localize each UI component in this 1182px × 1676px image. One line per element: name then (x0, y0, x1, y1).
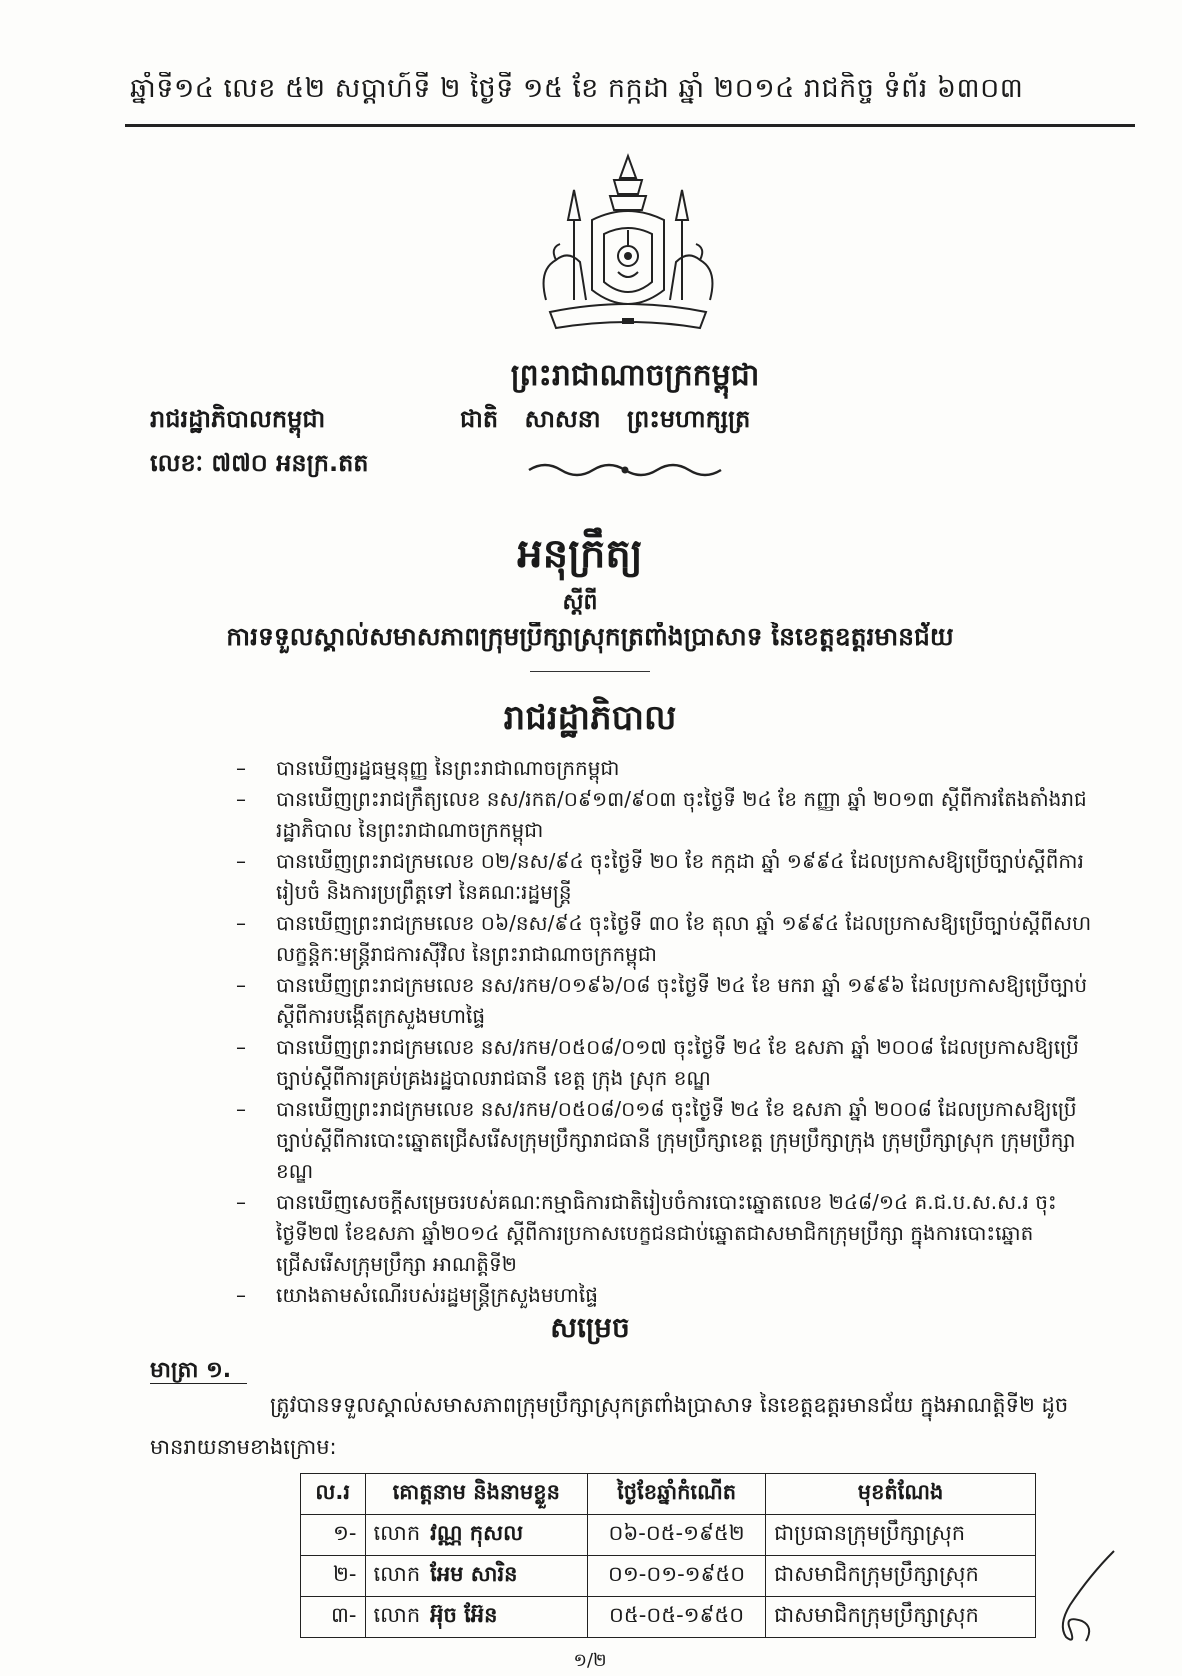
decision-heading: សម្រេច (550, 1311, 630, 1344)
recital-item: – បានឃើញព្រះរាជក្រឹត្យលេខ នស/រកត/០៩១៣/៩០៣ ចុះថ្ងៃទី ២៤ ខែ កញ្ញា ឆ្នាំ ២០១៣ ស្តីពីការតែងតាំងរាជរដ្ឋាភិបាល នៃព្រះរាជាណាចក្រកម្ពុជា (236, 784, 1098, 846)
column-header-name: គោត្តនាម និងនាមខ្លួន (365, 1474, 588, 1515)
member-dob: ០៥-០៥-១៩៥០ (588, 1597, 766, 1638)
member-dob: ០៦-០៥-១៩៥២ (588, 1515, 766, 1556)
member-title: លោក (373, 1561, 421, 1586)
recital-item: – បានឃើញព្រះរាជក្រមលេខ នស/រកម/០១៩៦/០៨ ចុះថ្ងៃទី ២៤ ខែ មករា ឆ្នាំ ១៩៩៦ ដែលប្រកាសឱ្យប្រើច្បាប់ស្តីពីការបង្កើតក្រសួងមហាផ្ទៃ (236, 970, 1098, 1032)
member-name-cell (365, 1597, 588, 1638)
row-number: ១- (301, 1515, 366, 1556)
member-name: អ៊ុច អ៊ែន (430, 1602, 498, 1627)
member-dob: ០១-០១-១៩៥០ (588, 1556, 766, 1597)
title-on: ស្តីពី (562, 590, 598, 615)
reference-number: លេខៈ ៧៧០ អនក្រ.តត (150, 449, 369, 477)
column-header-number: ល.រ (301, 1474, 366, 1515)
column-header-dob: ថ្ងៃខែឆ្នាំកំណើត (588, 1474, 766, 1515)
row-number: ៣- (301, 1597, 366, 1638)
member-position: ជាសមាជិកក្រុមប្រឹក្សាស្រុក (766, 1556, 1036, 1597)
header-rule (125, 124, 1135, 127)
recital-item: – បានឃើញព្រះរាជក្រមលេខ ០៦/នស/៩៤ ចុះថ្ងៃទី ៣០ ខែ តុលា ឆ្នាំ ១៩៩៤ ដែលប្រកាសឱ្យប្រើច្បាប់ស្តីពីសហលក្ខន្តិកៈមន្ត្រីរាជការស៊ីវិល នៃព្រះរាជាណាចក្រកម្ពុជា (236, 908, 1098, 970)
article-1-label: មាត្រា ១. (150, 1358, 247, 1384)
member-name-cell (365, 1515, 588, 1556)
recital-item: – បានឃើញព្រះរាជក្រមលេខ នស/រកម/០៥០៨/០១៨ ចុះថ្ងៃទី ២៤ ខែ ឧសភា ឆ្នាំ ២០០៨ ដែលប្រកាសឱ្យប្រើច្បាប់ស្តីពីការបោះឆ្នោតជ្រើសរើសក្រុមប្រឹក្សារាជធានី ក្រុមប្រឹក្សាខេត្ត ក្រុមប្រឹក្សាក្រុង ក្រុមប្រឹក្សាស្រុក ក្រុមប្រឹក្សាខណ្ឌ (236, 1094, 1098, 1187)
recital-item: – យោងតាមសំណើរបស់រដ្ឋមន្ត្រីក្រសួងមហាផ្ទៃ (236, 1280, 1098, 1311)
document-subject: ការទទួលស្គាល់សមាសភាពក្រុមប្រឹក្សាស្រុកត្រពាំងប្រាសាទ នៃខេត្តឧត្តរមានជ័យ (226, 622, 954, 651)
royal-coat-of-arms-icon (528, 150, 728, 350)
kingdom-name: ព្រះរាជាណាចក្រកម្ពុជា (510, 358, 760, 393)
recital-item: – បានឃើញព្រះរាជក្រមលេខ នស/រកម/០៥០៨/០១៧ ចុះថ្ងៃទី ២៤ ខែ ឧសភា ឆ្នាំ ២០០៨ ដែលប្រកាសឱ្យប្រើច្បាប់ស្តីពីការគ្រប់គ្រងរដ្ឋបាលរាជធានី ខេត្ត ក្រុង ស្រុក ខណ្ឌ (236, 1032, 1098, 1094)
subject-rule (530, 671, 650, 672)
national-motto: ជាតិ សាសនា ព្រះមហាក្សត្រ (460, 405, 751, 433)
initials-signature-icon (1030, 1545, 1120, 1655)
issuing-authority: រាជរដ្ឋាភិបាលកម្ពុជា (150, 405, 326, 433)
recital-item: – បានឃើញសេចក្តីសម្រេចរបស់គណៈកម្មាធិការជាតិរៀបចំការបោះឆ្នោតលេខ ២៤៨/១៤ គ.ជ.ប.ស.ស.រ ចុះថ្ងៃទី២៧ ខែឧសភា ឆ្នាំ២០១៤ ស្តីពីការប្រកាសបេក្ខជនជាប់ឆ្នោតជាសមាជិកក្រុមប្រឹក្សា ក្នុងការបោះឆ្នោតជ្រើសរើសក្រុមប្រឹក្សា អាណត្តិទី២ (236, 1187, 1098, 1280)
member-name-cell (365, 1556, 588, 1597)
recitals-list (236, 753, 1098, 1311)
recital-item: – បានឃើញព្រះរាជក្រមលេខ ០២/នស/៩៤ ចុះថ្ងៃទី ២០ ខែ កក្កដា ឆ្នាំ ១៩៩៤ ដែលប្រកាសឱ្យប្រើច្បាប់ស្តីពីការរៀបចំ និងការប្រព្រឹត្តទៅ នៃគណៈរដ្ឋមន្ត្រី (236, 846, 1098, 908)
member-position: ជាសមាជិកក្រុមប្រឹក្សាស្រុក (766, 1597, 1036, 1638)
page-number: ១/២ (573, 1650, 607, 1671)
government-heading: រាជរដ្ឋាភិបាល (503, 698, 677, 738)
gazette-header: ឆ្នាំទី១៤ លេខ ៥២ សប្តាហ៍ទី ២ ថ្ងៃទី ១៥ ខែ កក្កដា ឆ្នាំ ២០១៤ រាជកិច្ច ទំព័រ ៦៣០៣ (130, 73, 1024, 104)
member-title: លោក (373, 1520, 421, 1545)
table-header-row (301, 1474, 1036, 1515)
row-number: ២- (301, 1556, 366, 1597)
council-members-table (300, 1473, 1036, 1638)
member-name: អែម សារិន (430, 1561, 518, 1586)
table-row (301, 1556, 1036, 1597)
table-row (301, 1515, 1036, 1556)
table-row (301, 1597, 1036, 1638)
column-header-position: មុខតំណែង (766, 1474, 1036, 1515)
member-position: ជាប្រធានក្រុមប្រឹក្សាស្រុក (766, 1515, 1036, 1556)
member-name: វណ្ណ កុសល (430, 1520, 524, 1545)
document-title: អនុក្រឹត្យ (517, 530, 643, 577)
member-title: លោក (373, 1602, 421, 1627)
ornament-divider-icon (525, 458, 725, 482)
article-1-body: ត្រូវបានទទួលស្គាល់សមាសភាពក្រុមប្រឹក្សាស្រុកត្រពាំងប្រាសាទ នៃខេត្តឧត្តរមានជ័យ ក្នុងអាណត្តិទី២ ដូចមានរាយនាមខាងក្រោម: (150, 1393, 1069, 1459)
recital-item: – បានឃើញរដ្ឋធម្មនុញ្ញ នៃព្រះរាជាណាចក្រកម្ពុជា (236, 753, 1098, 784)
